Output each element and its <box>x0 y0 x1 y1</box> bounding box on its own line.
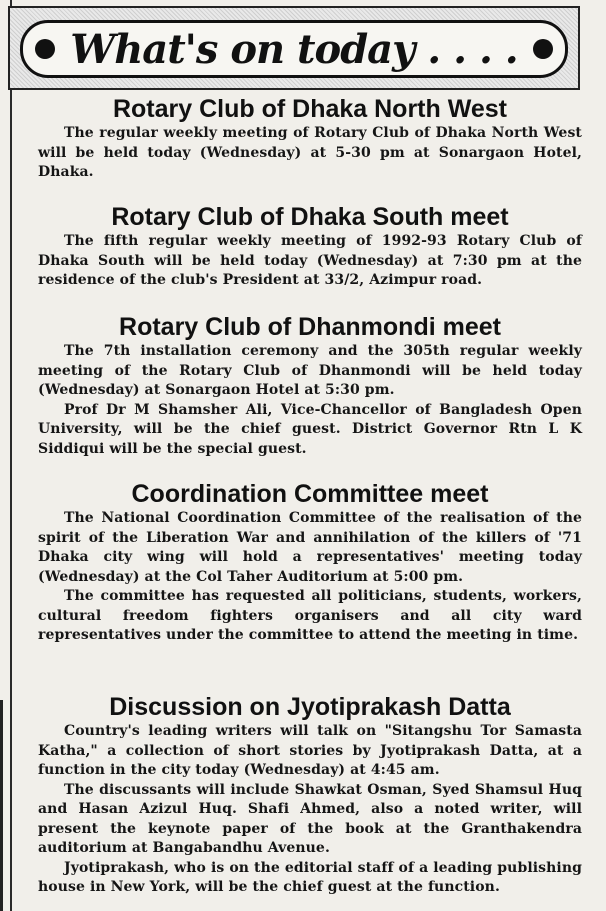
listing-body <box>38 232 582 291</box>
listing-body <box>38 124 582 183</box>
listing-rotary-dhaka-north-west <box>38 94 582 183</box>
listing-body <box>38 342 582 459</box>
listing-jyotiprakash-datta <box>38 692 582 898</box>
listing-coordination-committee <box>38 479 582 646</box>
bullet-left-icon <box>35 39 55 59</box>
listing-paragraph: The regular weekly meeting of Rotary Club of Dhaka North West will be held today (Wednesday) at 5-30 pm at Sonargaon Hotel, Dhaka. <box>38 125 582 180</box>
listing-body <box>38 509 582 646</box>
listing-paragraph: The committee has requested all politicians, students, workers, cultural freedom fighters organisers and all city ward representatives under the committee to attend the meeting in time. <box>38 588 582 643</box>
listing-body <box>38 722 582 898</box>
listing-paragraph: Prof Dr M Shamsher Ali, Vice-Chancellor of Bangladesh Open University, will be the chief guest. District Governor Rtn L K Siddiqui will be the special guest. <box>38 401 582 457</box>
listing-paragraph: The fifth regular weekly meeting of 1992-93 Rotary Club of Dhaka South will be held today (Wednesday) at 7:30 pm at the residence of the club's President at 33/2, Azimpur road. <box>38 233 582 288</box>
column-rule-bottom <box>0 700 3 911</box>
listing-paragraph: The discussants will include Shawkat Osman, Syed Shamsul Huq and Hasan Azizul Huq. Shafi Ahmed, also a noted writer, will present the keynote paper of the book at the Granthakendra auditorium at Bangabandhu Avenue. <box>38 781 582 856</box>
listing-paragraph: Jyotiprakash, who is on the editorial staff of a leading publishing house in New York, will be the chief guest at the function. <box>38 859 583 895</box>
listing-paragraph: The National Coordination Committee of the realisation of the spirit of the Liberation War and annihilation of the killers of '71 Dhaka city wing will hold a representatives' meeting today (Wednesday) at the Col Taher Auditorium at 5:00 pm. <box>38 510 582 585</box>
column-rule <box>10 0 12 911</box>
banner-title: What's on today . . . . <box>70 25 518 73</box>
listing-paragraph: Country's leading writers will talk on "Sitangshu Tor Samasta Katha," a collection of short stories by Jyotiprakash Datta, at a function in the city today (Wednesday) at 4:45 am. <box>38 723 582 778</box>
section-banner <box>8 6 580 90</box>
listing-rotary-dhaka-south <box>38 202 582 291</box>
listing-headline: Coordination Committee meet <box>131 480 489 508</box>
listing-paragraph: The 7th installation ceremony and the 305th regular weekly meeting of the Rotary Club of Dhanmondi will be held today (Wednesday) at Sonargaon Hotel at 5:30 pm. <box>38 343 582 398</box>
listing-rotary-dhanmondi <box>38 312 582 459</box>
listing-headline: Rotary Club of Dhanmondi meet <box>119 313 501 341</box>
listing-headline: Discussion on Jyotiprakash Datta <box>109 693 511 721</box>
listing-headline: Rotary Club of Dhaka South meet <box>111 203 509 231</box>
bullet-right-icon <box>533 39 553 59</box>
banner-frame <box>20 20 568 78</box>
listing-headline: Rotary Club of Dhaka North West <box>112 95 508 123</box>
